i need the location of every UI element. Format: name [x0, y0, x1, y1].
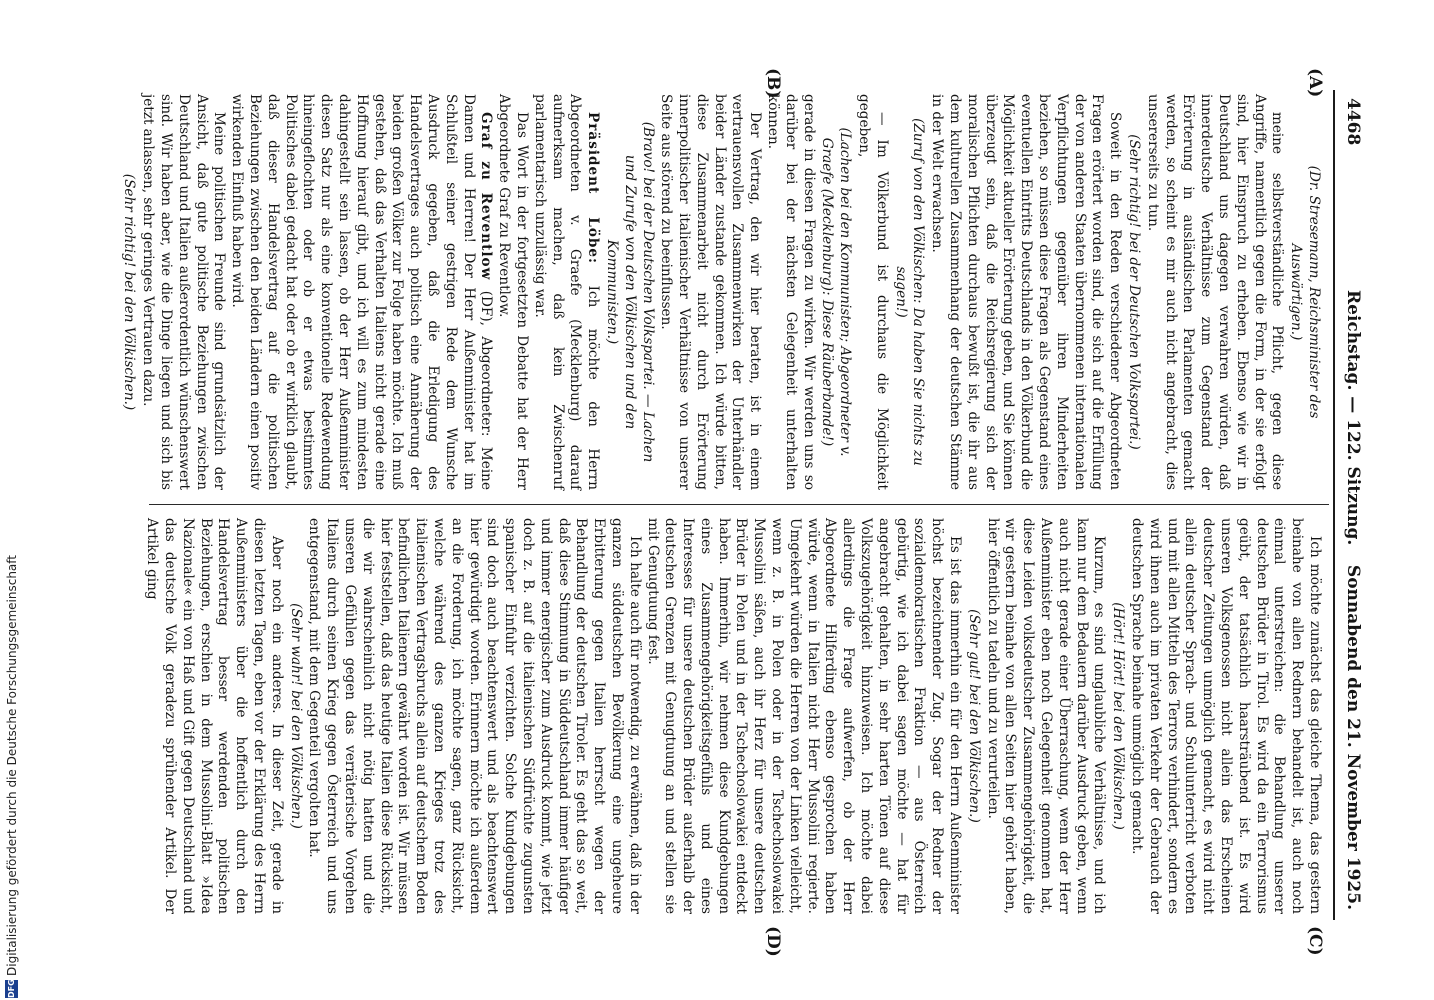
interjection: (Lachen bei den Kommunisten; Abgeordneter v. Graefe (Mecklenburg): Diese Räuberbande!)	[819, 127, 854, 457]
right-column	[143, 518, 1323, 914]
margin-letter-d: (D)	[763, 926, 783, 957]
paragraph: Ich möchte zunächst das gleiche Thema, das gestern beinahe von allen Rednern behandelt ist, auch noch einmal unterstreichen: die Behandlung unserer deutschen Brüder in Tirol. Es wird da ein Terrorismus geübt, der tatsächlich haarsträubend ist. Es wird unseren Volksgenossen nicht allein das Erscheinen deutscher Zeitungen unmöglich gemacht, es wird nicht allein deutscher Sprach- und Schulunterricht verboten und mit allen Mitteln des Terrors verhindert, sondern es wird ihnen auch im privaten Verkehr der Gebrauch der deutschen Sprache beinahe unmöglich gemacht.	[1129, 518, 1323, 914]
speaker-name: Präsident Löbe:	[585, 112, 602, 265]
page-header	[1329, 90, 1369, 920]
paragraph: Ich halte auch für notwendig, zu erwähnen, daß in der ganzen süddeutschen Bevölkerung eine ungeheure Erbitterung gegen Italien herrscht wegen der Behandlung der deutschen Tiroler. Es geht das so weit, daß diese Stimmung in Süddeutschland immer häufiger und immer energischer zum Ausdruck kommt, wie jetzt doch z. B. auf die italienischen Südfrüchte zugunsten spanischer Einfuhr verzichten. Solche Kundgebungen sind doch auch beachtenswert und als beachtenswert hier gewürdigt worden. Erinnern möchte ich außerdem an die Forderung, ich möchte sagen, ganz Rücksicht, welche während des ganzen Krieges trotz des italienischen Vertragsbruchs allein auf deutschem Boden befindlichen Italienern gewährt worden ist. Wir müssen hier feststellen, daß das heutige Italien diese Rücksicht, die wir wahrscheinlich nicht nötig hatten und die unseren Gefühlen gegen das verräterische Vorgehen Italiens durch seinen Krieg gegen Österreich und uns entgegenstand, mit dem Gegenteil vergolten hat.	[306, 518, 643, 914]
speaker-name: Graf zu Reventlow	[478, 112, 495, 281]
margin-letter-b: (B)	[763, 68, 783, 99]
interjection: (Sehr wahr! bei den Völkischen.)	[287, 603, 304, 829]
paragraph: Es ist das immerhin ein für den Herrn Außenminister höchst bezeichnender Zug. Sogar der Redner der sozialdemokratischen Fraktion — aus Österreich gebürtig, wie ich dabei sagen möchte — hat für angebracht gehalten, in sehr harten Tönen auf diese Volkszugehörigkeit hinzuweisen. Ich möchte dabei allerdings die Frage aufwerfen, ob der Herr Abgeordnete Hilferding ebenso gesprochen haben würde, wenn in Italien nicht Herr Mussolini regierte. Umgekehrt würden die Herren von der Linken vielleicht, wenn z. B. in Polen oder in der Tschechoslowakei Mussolini säßen, auch ihr Herz für unsere deutschen Brüder in Polen und in der Tschechoslowakei entdeckt haben. Immerhin, wir nehmen diese Kundgebungen eines Zusammengehörigkeitsgefühls und eines Interesses für unsere deutschen Brüder außerhalb der deutschen Grenzen mit Genugtuung an und stellen sie mit Genugtuung fest.	[644, 518, 964, 914]
interjection: (Sehr gut! bei den Völkischen.)	[965, 609, 982, 823]
column-divider	[149, 504, 1329, 505]
margin-letter-c: (C)	[1305, 926, 1325, 956]
paragraph: Aber noch ein anderes. In dieser Zeit, gerade in diesen letzten Tagen, eben vor der Erklärung des Herrn Außenministers über die hoffentlich durch den Handelsvertrag besser werdenden politischen Beziehungen, erschien in dem Mussolini-Blatt »Idea Nazionale« ein von Haß und Gift gegen Deutschland und das deutsche Volk geradezu sprühender Artikel. Der Artikel ging	[144, 518, 285, 914]
dfg-logo: DFG	[7, 979, 16, 998]
document-page	[121, 68, 1369, 957]
interjection: (Dr. Stresemann, Reichsminister des Auswärtigen.)	[1288, 165, 1322, 419]
margin-letter-a: (A)	[1305, 68, 1325, 98]
paragraph: meine selbstverständliche Pflicht, gegen diese Angriffe, namentlich gegen die Form, in der sie erfolgt sind, hier Einspruch zu erheben. Ebenso wie wir in Deutschland uns dagegen verwahren würden, daß innerdeutsche Verhältnisse zum Gegenstand der Erörterung in ausländischen Parlamenten gemacht werden, so scheint es mir auch nicht angebracht, dies unsererseits zu tun.	[1144, 94, 1286, 490]
interjection: (Bravo! bei der Deutschen Volkspartei. — Lachen und Zurufe von den Völkischen und den Kommunisten.)	[603, 121, 656, 463]
paragraph: — Im Völkerbund ist durchaus die Möglichkeit gegeben,	[856, 94, 890, 490]
paragraph: Soweit in den Reden verschiedener Abgeordneten Fragen erörtert worden sind, die sich auf die Erfüllung der von anderen Staaten übernommenen internationalen Verpflichtungen gegenüber ihren Minderheiten beziehen, so müssen diese Fragen als Gegenstand eines eventuellen Eintritts Deutschlands in den Völkerbund die Möglichkeit aktueller Erörterung geben, und Sie können überzeugt sein, daß die Reichsregierung sich der moralischen Pflichten durchaus bewußt ist, die ihr aus dem kulturellen Zusammenhang der deutschen Stämme in der Welt erwachsen.	[929, 94, 1124, 490]
paragraph: Das Wort in der fortgesetzten Debatte hat der Herr Abgeordnete Graf zu Reventlow.	[496, 94, 530, 490]
digitization-credit	[4, 0, 20, 1000]
interjection: (Sehr richtig! bei den Völkischen.)	[121, 173, 138, 411]
session-title: Reichstag. — 122. Sitzung.	[1343, 290, 1363, 546]
paragraph: Der Vertrag, den wir hier beraten, ist in einem vertrauensvollen Zusammenwirken der Unterhändler beider Länder zustande gekommen. Ich würde bitten, diese Zusammenarbeit nicht durch Erörterung innerpolitischer italienischer Verhältnisse von unserer Seite aus störend zu beeinflussen.	[658, 94, 764, 490]
session-date: Sonnabend den 21. November 1925.	[1343, 564, 1363, 910]
interjection: (Hört! Hört! bei den Völkischen.)	[1110, 602, 1127, 830]
paragraph	[227, 94, 494, 490]
paragraph	[530, 94, 601, 490]
credit-text: Digitalisierung gefördert durch die Deutsche Forschungsgemeinschaft	[5, 554, 19, 976]
paragraph-text: (DF), Abgeordneter: Meine Damen und Herren! Der Herr Außenminister hat im Schlußteil seiner gestrigen Rede dem Wunsche Ausdruck gegeben, daß die Erledigung des Handelsvertrages auch politisch eine Annäherung der beiden großen Völker zur Folge haben möchte. Ich muß gestehen, daß das Verhalten Italiens nicht gerade eine Hoffnung hierauf gibt, und ich will es zum mindesten dahingestellt sein lassen, ob der Herr Außenminister diesen Satz nur als eine konventionelle Redewendung hineingeflochten oder ob er etwas bestimmtes Politisches dabei gedacht hat oder ob er wirklich glaubt, daß dieser Handelsvertrag auf die politischen Beziehungen zwischen den beiden Ländern einen positiv wirkenden Einfluß haben wird.	[229, 94, 495, 490]
paragraph: Kurzum, es sind unglaubliche Verhältnisse, und ich kann nur dem Bedauern darüber Ausdruck geben, wenn auch nicht gerade einer Überraschung, wenn der Herr Außenminister eben noch Gelegenheit genommen hat, diese Leiden volksdeutscher Zusammengehörigkeit, die wir gestern beinahe von allen Seiten hier gehört haben, hier öffentlich zu tadeln und zu verurteilen.	[984, 518, 1108, 914]
paragraph: Meine politischen Freunde sind grundsätzlich der Ansicht, daß gute politische Beziehungen zwischen Deutschland und Italien außerordentlich wünschenswert sind. Wir haben aber, wie die Dinge liegen und sich bis jetzt anlassen, sehr geringes Vertrauen dazu.	[140, 94, 228, 490]
interjection: (Sehr richtig! bei der Deutschen Volkspartei.)	[1126, 134, 1143, 450]
left-column	[121, 94, 1323, 490]
paragraph-text: Ich möchte den Herrn Abgeordneten v. Graefe (Mecklenburg) darauf aufmerksam machen, daß kein Zwischenruf parlamentarisch unzulässig war.	[531, 94, 602, 490]
page-number: 4468	[1343, 98, 1363, 146]
paragraph: gerade in diesen Fragen zu wirken. Wir werden uns so darüber bei der nächsten Gelegenheit unterhalten können.	[765, 94, 817, 490]
interjection: (Zuruf von den Völkischen: Da haben Sie nichts zu sagen!)	[892, 118, 927, 466]
header-rule	[1333, 90, 1335, 920]
